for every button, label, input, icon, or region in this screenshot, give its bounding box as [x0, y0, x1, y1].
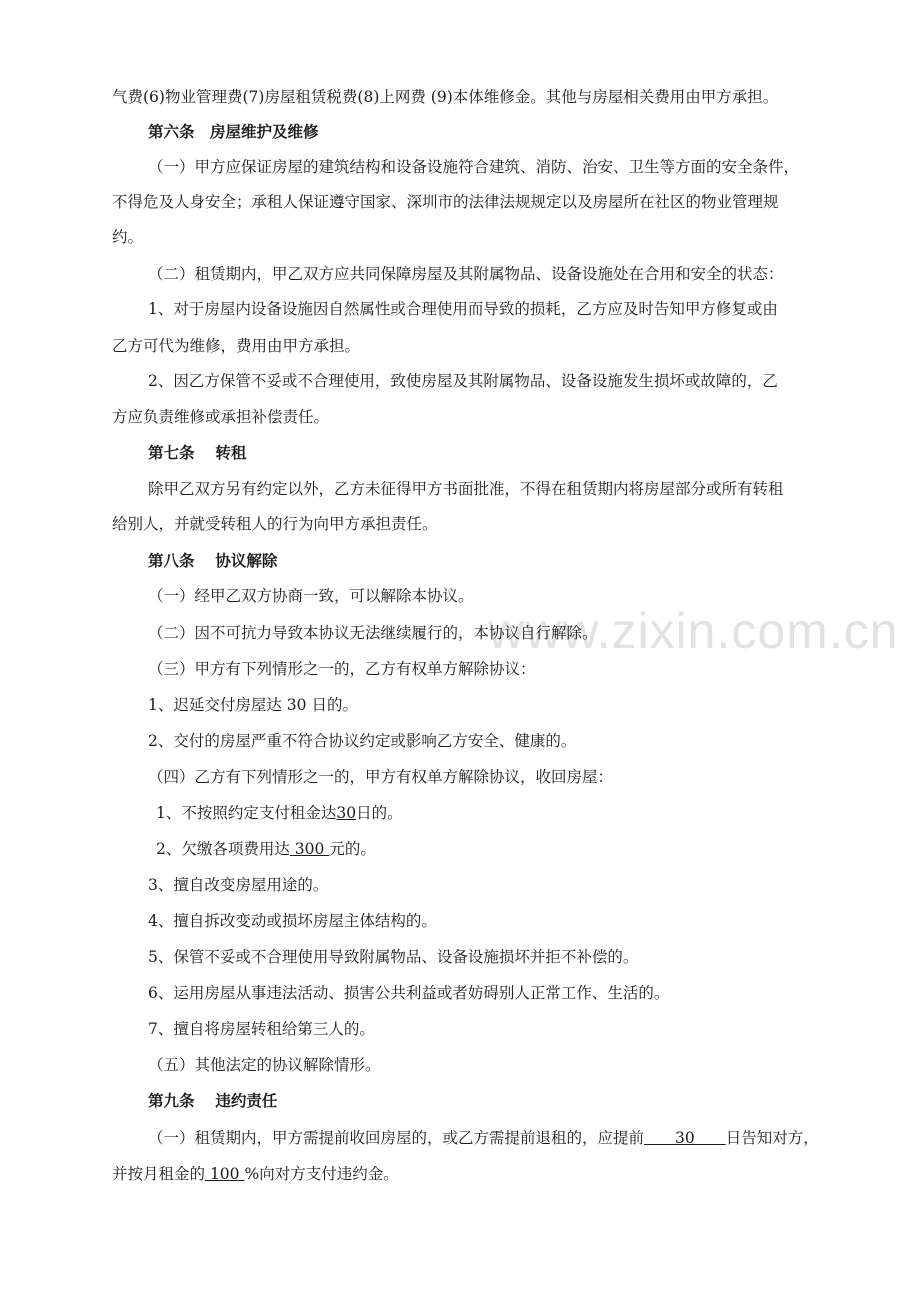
paragraph-line: 2、因乙方保管不妥或不合理使用，致使房屋及其附属物品、设备设施发生损坏或故障的，乙 [148, 372, 778, 390]
paragraph-line: 6、运用房屋从事违法活动、损害公共利益或者妨碍别人正常工作、生活的。 [148, 984, 670, 1002]
paragraph-line: 气费(6)物业管理费(7)房屋租赁税费(8)上网费 (9)本体维修金。其他与房屋相关费用由甲方承担。 [112, 88, 779, 106]
paragraph-line [112, 1163, 399, 1185]
paragraph-line: 给别人，并就受转租人的行为向甲方承担责任。 [112, 515, 438, 533]
paragraph-line [156, 838, 376, 860]
watermark: www.zixin.com.cn [488, 603, 899, 659]
article-6-heading: 第六条 房屋维护及维修 [148, 122, 319, 141]
article-9-heading: 第九条 违约责任 [148, 1091, 278, 1110]
paragraph-line: （三）甲方有下列情形之一的，乙方有权单方解除协议： [148, 660, 536, 678]
paragraph-line: 不得危及人身安全；承租人保证遵守国家、深圳市的法律法规规定以及房屋所在社区的物业管理规 [112, 193, 779, 211]
paragraph-line: 7、擅自将房屋转租给第三人的。 [148, 1020, 375, 1038]
late-rent-days-fill: 30 [336, 804, 357, 822]
paragraph-line: 乙方可代为维修，费用由甲方承担。 [112, 337, 361, 355]
paragraph-line: （一）甲方应保证房屋的建筑结构和设备设施符合建筑、消防、治安、卫生等方面的安全条件， [148, 158, 800, 176]
paragraph-line: 3、擅自改变房屋用途的。 [148, 876, 329, 894]
paragraph-line: 2、交付的房屋严重不符合协议约定或影响乙方安全、健康的。 [148, 732, 577, 750]
clause-text: 2、欠缴各项费用达 [156, 840, 290, 858]
paragraph-line [156, 802, 403, 824]
paragraph-line: 方应负责维修或承担补偿责任。 [112, 408, 330, 426]
paragraph-line: （五）其他法定的协议解除情形。 [148, 1056, 381, 1074]
paragraph-line: （一）经甲乙双方协商一致，可以解除本协议。 [148, 587, 474, 605]
paragraph-line: 除甲乙双方另有约定以外，乙方未征得甲方书面批准，不得在租赁期内将房屋部分或所有转租 [148, 480, 784, 498]
paragraph-line: 5、保管不妥或不合理使用导致附属物品、设备设施损坏并拒不补偿的。 [148, 948, 639, 966]
article-7-heading: 第七条 转租 [148, 443, 247, 462]
paragraph-line: 1、对于房屋内设备设施因自然属性或合理使用而导致的损耗，乙方应及时告知甲方修复或由 [148, 300, 778, 318]
clause-text: 并按月租金的 [112, 1165, 206, 1183]
paragraph-line: （二）因不可抗力导致本协议无法继续履行的，本协议自行解除。 [148, 624, 598, 642]
clause-text: %向对方支付违约金。 [244, 1165, 399, 1183]
clause-text: 日告知对方， [725, 1129, 819, 1147]
article-8-heading: 第八条 协议解除 [148, 551, 278, 570]
clause-text: （一）租赁期内，甲方需提前收回房屋的，或乙方需提前退租的，应提前 [148, 1129, 645, 1147]
clause-text: 1、不按照约定支付租金达 [156, 804, 337, 822]
paragraph-line: （二）租赁期内，甲乙双方应共同保障房屋及其附属物品、设备设施处在合用和安全的状态： [148, 265, 784, 283]
notice-days-fill: 30 [644, 1129, 726, 1147]
paragraph-line: 约。 [112, 228, 144, 246]
fee-amount-fill: 300 [289, 840, 330, 858]
paragraph-line: 4、擅自拆改变动或损坏房屋主体结构的。 [148, 912, 437, 930]
clause-text: 元的。 [329, 840, 376, 858]
clause-text: 日的。 [356, 804, 403, 822]
penalty-percent-fill: 100 [205, 1165, 245, 1183]
paragraph-line: 1、迟延交付房屋达 30 日的。 [148, 696, 358, 714]
paragraph-line [148, 1127, 819, 1149]
paragraph-line: （四）乙方有下列情形之一的，甲方有权单方解除协议，收回房屋： [148, 768, 614, 786]
